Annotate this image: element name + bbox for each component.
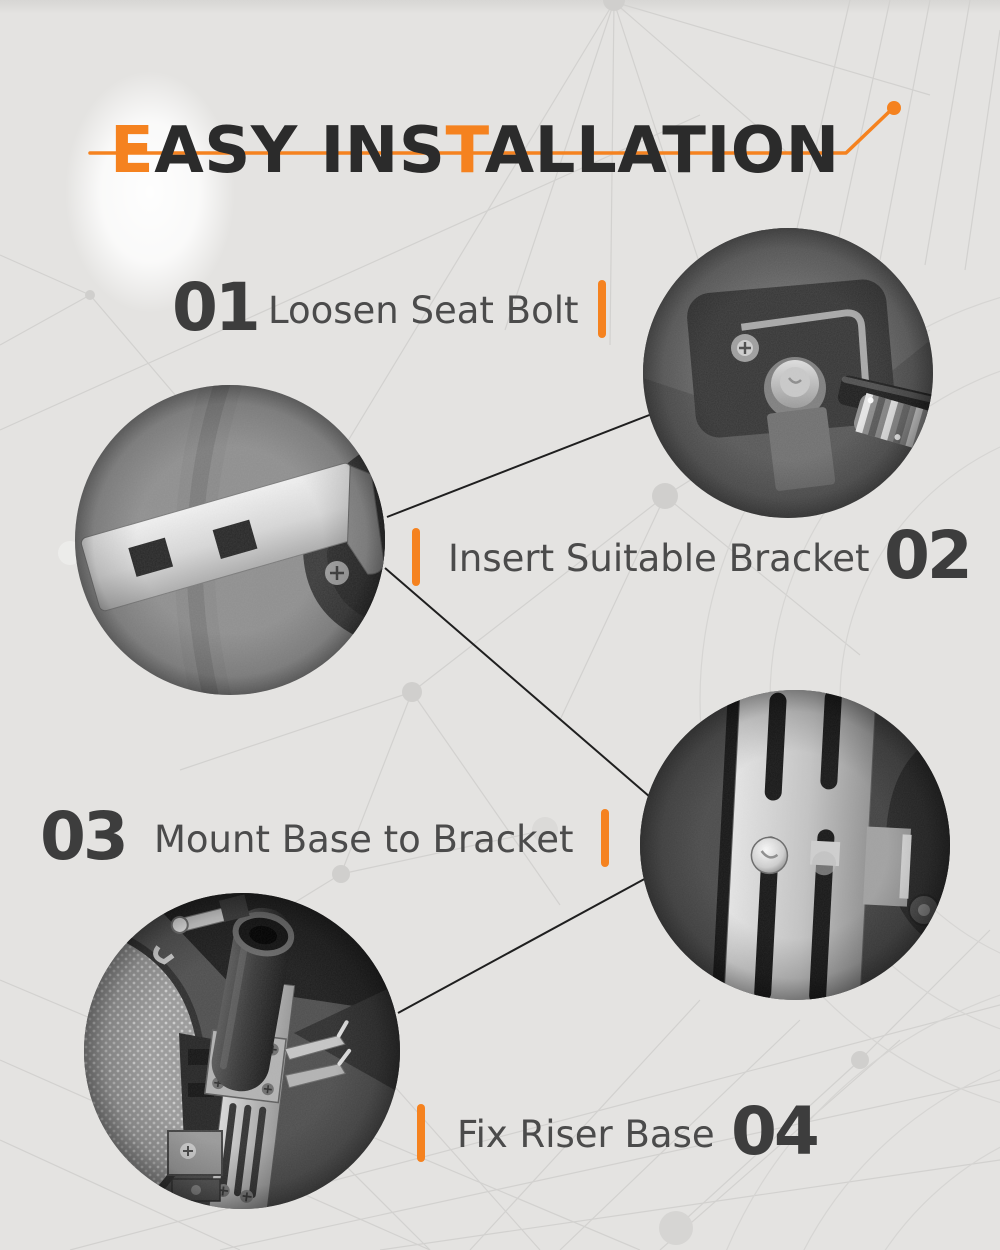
page-title <box>110 113 840 188</box>
title-segment-dark-2: ALLATION <box>484 113 840 188</box>
step-photo-seat-bolt <box>643 228 933 518</box>
step-1-number: 01 <box>172 269 258 346</box>
connector-lines <box>385 414 652 1013</box>
step-4-number: 04 <box>731 1093 817 1170</box>
step-photo-fix-riser-base <box>84 893 400 1209</box>
step-3-accent-bar <box>601 809 609 867</box>
step-2-label: Insert Suitable Bracket <box>448 537 870 580</box>
step-3-label: Mount Base to Bracket <box>154 818 574 861</box>
step-1-accent-bar <box>598 280 606 338</box>
step-photo-insert-bracket <box>75 385 385 695</box>
title-segment-dark-1: ASY INS <box>154 113 446 188</box>
step-3-number: 03 <box>40 798 126 875</box>
step-2-number: 02 <box>884 517 970 594</box>
title-underline-dot <box>887 101 901 115</box>
step-1-label: Loosen Seat Bolt <box>268 289 579 332</box>
step-4-label: Fix Riser Base <box>457 1113 715 1156</box>
connector-photo1-to-photo2 <box>387 414 652 517</box>
step-2-accent-bar <box>412 528 420 586</box>
step-4-accent-bar <box>417 1104 425 1162</box>
title-segment-orange-e: E <box>110 113 155 188</box>
connector-photo3-to-photo4 <box>398 876 650 1013</box>
step-photo-mount-base <box>640 690 950 1000</box>
title-segment-orange-t: T <box>445 113 485 188</box>
